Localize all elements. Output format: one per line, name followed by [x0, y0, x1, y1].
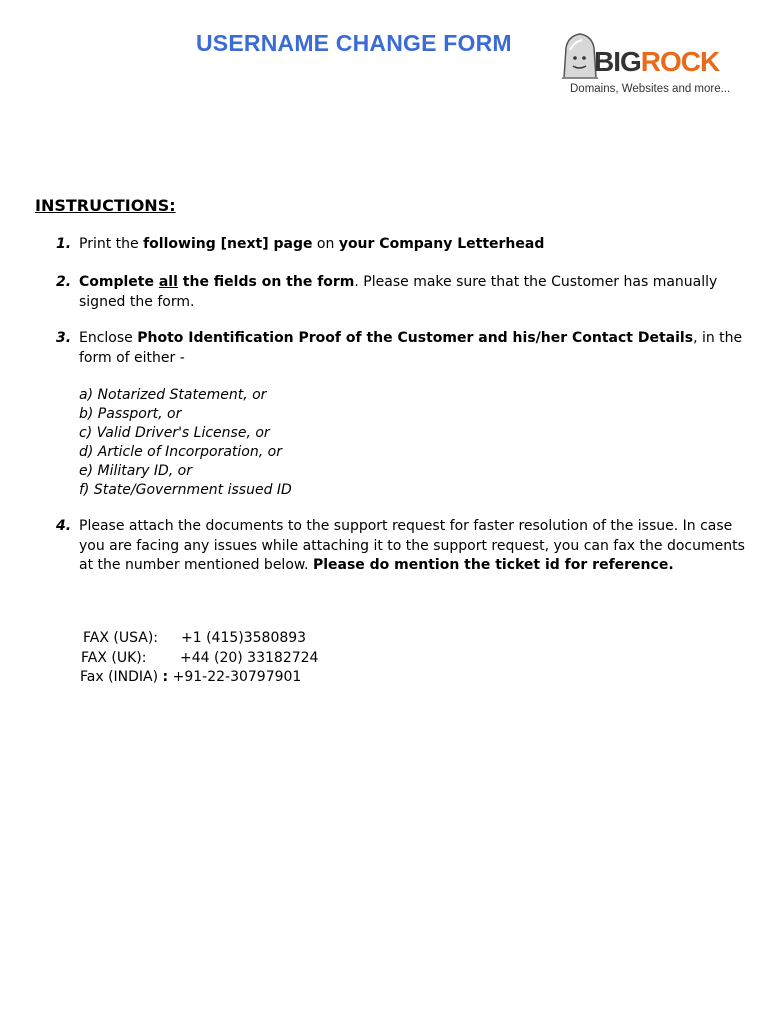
- logo-word-rock: ROCK: [640, 46, 720, 77]
- text-run: , in the form of either -: [79, 330, 743, 366]
- fax-number: +44 (20) 33182724: [180, 649, 319, 666]
- fax-label: FAX (UK):: [81, 649, 147, 666]
- text-run: Enclose: [79, 330, 138, 346]
- id-options-list: [79, 386, 292, 500]
- list-item: e) Military ID, or: [79, 463, 192, 479]
- text-run: your Company Letterhead: [338, 236, 545, 252]
- fax-separator: :: [162, 669, 169, 685]
- list-item: c) Valid Driver's License, or: [79, 425, 270, 441]
- fax-number: +91-22-30797901: [172, 669, 302, 685]
- text-run: the fields on the form: [177, 274, 355, 290]
- text-run: Photo Identification Proof of the Customer and his/her Contact Details: [137, 330, 694, 346]
- instruction-item-1: [56, 235, 756, 255]
- text-run: Please attach the documents to the support request for faster resolution of the issue. In case you are facing any issues while attaching it to the support request, you can fax the documents at the number mentioned below.: [79, 518, 745, 573]
- bigrock-logo: [560, 28, 731, 100]
- fax-label-text: Fax (INDIA): [80, 669, 159, 685]
- list-item: a) Notarized Statement, or: [79, 387, 267, 403]
- text-run: . Please make sure that the Customer has manually signed the form.: [79, 274, 718, 310]
- item-text: [79, 329, 756, 368]
- instruction-item-3: [56, 329, 756, 368]
- instruction-item-2: [56, 273, 756, 312]
- item-number: 1.: [56, 236, 72, 252]
- logo-tagline: Domains, Websites and more...: [570, 83, 731, 95]
- item-text: [79, 235, 756, 255]
- fax-label: FAX (USA):: [83, 630, 158, 646]
- text-run: Complete: [79, 274, 159, 290]
- fax-label: [80, 668, 301, 688]
- item-text: [79, 517, 756, 576]
- text-run: Print the: [79, 236, 144, 252]
- list-item: d) Article of Incorporation, or: [79, 444, 282, 460]
- logo-wordmark: [594, 48, 719, 76]
- text-run: Please do mention the ticket id for reference.: [312, 557, 674, 573]
- text-run: following [next] page: [143, 236, 313, 252]
- page-title: USERNAME CHANGE FORM: [196, 30, 512, 56]
- list-item: f) State/Government issued ID: [79, 482, 292, 498]
- item-text: [79, 273, 756, 312]
- text-run: all: [158, 274, 178, 290]
- item-number: 3.: [56, 330, 72, 346]
- fax-number: +1 (415)3580893: [181, 630, 307, 646]
- list-item: b) Passport, or: [79, 406, 182, 422]
- instruction-item-4: [56, 517, 756, 576]
- item-number: 2.: [56, 274, 72, 290]
- instructions-heading: INSTRUCTIONS:: [35, 196, 176, 215]
- text-run: on: [312, 236, 339, 252]
- logo-word-big: BIG: [594, 46, 641, 77]
- item-number: 4.: [56, 518, 72, 534]
